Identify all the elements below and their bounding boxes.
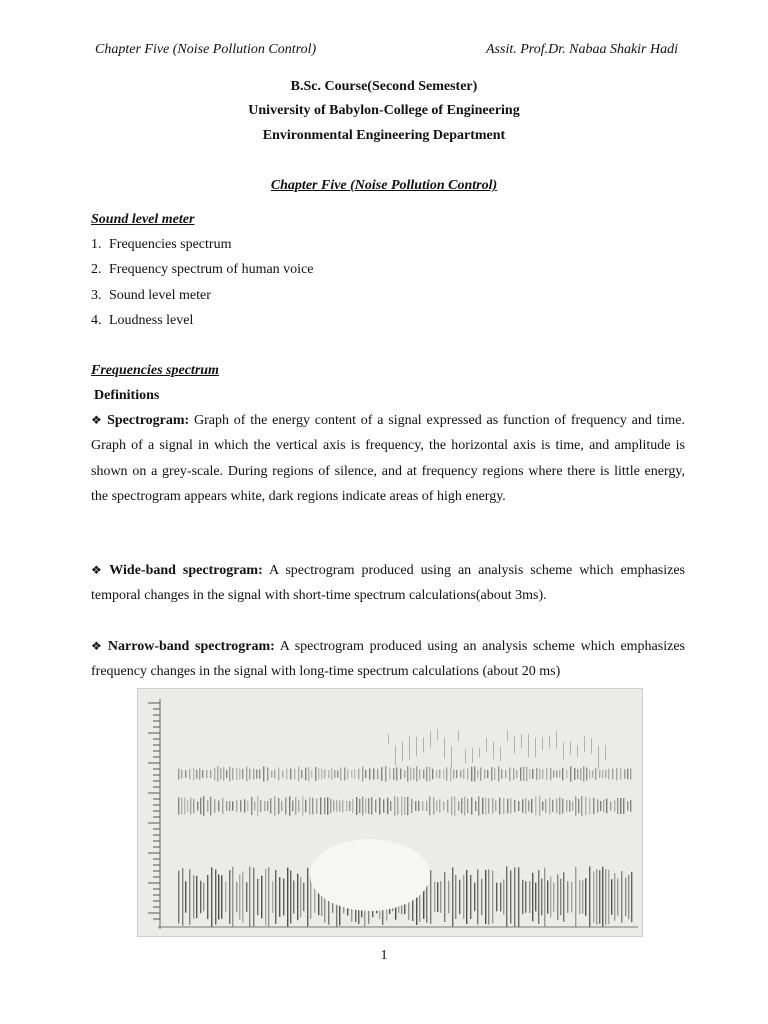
- list-text: Loudness level: [109, 313, 194, 328]
- university-line: University of Babylon-College of Engineering: [248, 103, 520, 118]
- page-number: 1: [380, 948, 388, 963]
- section-title-frequencies-spectrum: Frequencies spectrum: [91, 363, 219, 378]
- bullet-diamond-icon: ❖: [91, 413, 104, 427]
- chapter-title: Chapter Five (Noise Pollution Control): [270, 178, 498, 193]
- list-text: Frequency spectrum of human voice: [109, 262, 314, 277]
- list-item: [91, 313, 193, 329]
- term-narrow-band: Narrow-band spectrogram:: [107, 639, 275, 654]
- list-number: 2.: [91, 262, 102, 277]
- definition-text: Graph of the energy content of a signal expressed as function of frequency and time. Graph of a signal in which the vertical axis is frequency, the horizontal axis is time, and amplitude is shown on a grey-scale. During regions of silence, and at frequency regions where there is little energy, the spectrogram appears white, dark regions indicate areas of high energy.: [91, 413, 685, 505]
- term-spectrogram: Spectrogram:: [107, 413, 190, 428]
- list-item: [91, 262, 314, 278]
- list-number: 4.: [91, 313, 102, 328]
- spectrogram-graphic: [138, 689, 642, 936]
- spectrogram-image: [137, 688, 643, 937]
- list-number: 3.: [91, 288, 102, 303]
- bullet-diamond-icon: ❖: [91, 639, 104, 653]
- list-text: Sound level meter: [109, 288, 211, 303]
- running-header-left: Chapter Five (Noise Pollution Control): [95, 42, 317, 57]
- definition-text: A spectrogram produced using an analysis scheme which emphasizes frequency changes in the signal with long-time spectrum calculations (about 20 ms): [91, 639, 685, 680]
- list-item: [91, 288, 211, 304]
- definitions-heading: Definitions: [94, 388, 160, 403]
- list-number: 1.: [91, 237, 102, 252]
- definition-text: A spectrogram produced using an analysis scheme which emphasizes temporal changes in the signal with short-time spectrum calculations(about 3ms).: [91, 563, 685, 604]
- course-line: B.Sc. Course(Second Semester): [290, 79, 478, 94]
- term-wide-band: Wide-band spectrogram:: [109, 563, 263, 578]
- definition-narrow-band: [91, 634, 685, 685]
- bullet-diamond-icon: ❖: [91, 563, 106, 577]
- definition-spectrogram: [91, 408, 685, 510]
- department-line: Environmental Engineering Department: [262, 128, 506, 143]
- list-text: Frequencies spectrum: [109, 237, 232, 252]
- definition-wide-band: [91, 558, 685, 609]
- running-header-right: Assit. Prof.Dr. Nabaa Shakir Hadi: [486, 42, 678, 57]
- section-title-sound-level-meter: Sound level meter: [91, 212, 195, 227]
- list-item: [91, 237, 231, 253]
